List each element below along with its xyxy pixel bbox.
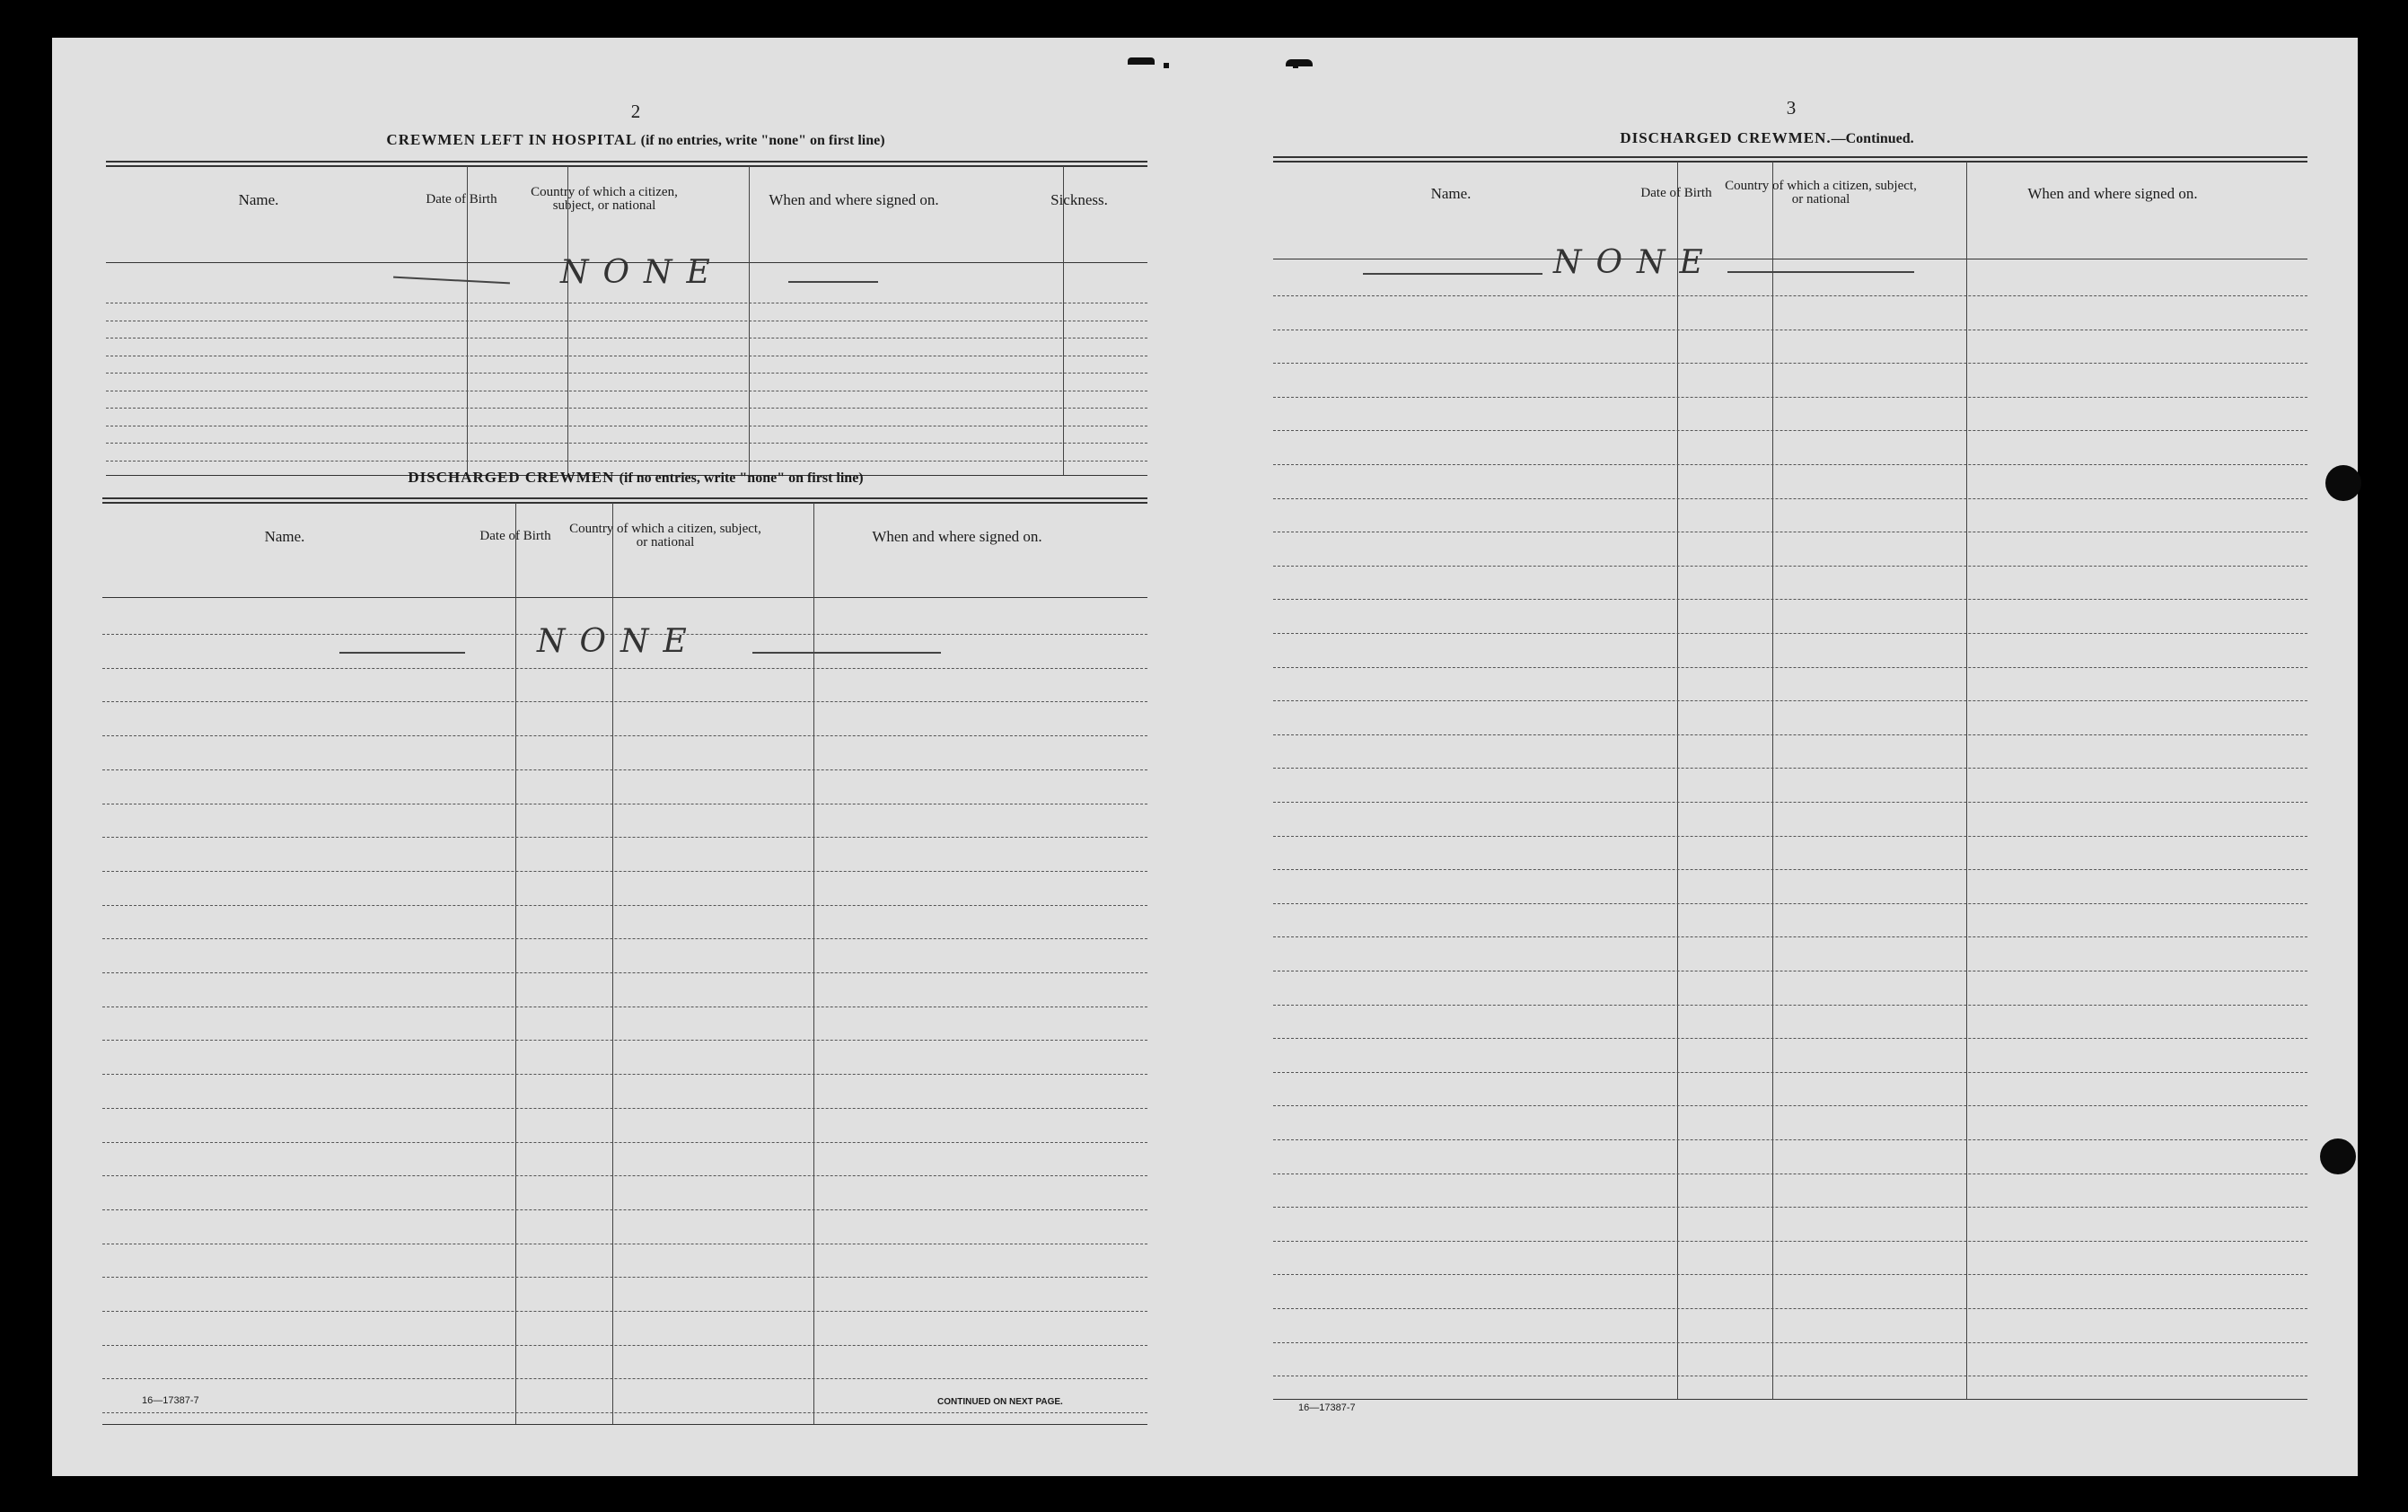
ruled-line <box>1273 430 2307 431</box>
ruled-line <box>1273 836 2307 837</box>
col-header-country: Country of which a citizen, subject, or national <box>531 185 678 213</box>
ruled-line <box>1273 1342 2307 1343</box>
ruled-line <box>1273 295 2307 296</box>
handwritten-none: NONE <box>1553 244 1718 281</box>
form-number: 16—17387-7 <box>142 1395 199 1406</box>
ruled-line <box>1273 1139 2307 1140</box>
col-header-name: Name. <box>1430 184 1472 202</box>
ruled-line <box>1273 1308 2307 1309</box>
punch-hole <box>2325 465 2361 501</box>
ruled-line <box>102 1108 1147 1109</box>
ruled-line <box>102 837 1147 838</box>
page-number: 3 <box>1786 97 1797 119</box>
ruled-line <box>102 1175 1147 1176</box>
pen-stroke <box>752 652 941 654</box>
discharged-instruction: (if no entries, write "none" on first line) <box>619 470 864 486</box>
right-title-suffix: —Continued. <box>1831 131 1914 146</box>
ruled-line <box>1273 734 2307 735</box>
ruled-line <box>102 1142 1147 1143</box>
col-header-sickness: Sickness. <box>1050 190 1108 208</box>
ruled-line <box>102 1277 1147 1278</box>
ruled-line <box>106 461 1147 462</box>
ruled-line <box>1273 1005 2307 1006</box>
ruled-line <box>102 1412 1147 1413</box>
ruled-line <box>102 938 1147 939</box>
pen-stroke <box>788 281 878 283</box>
column-divider <box>515 503 516 1424</box>
ruled-line <box>1273 1038 2307 1039</box>
discharged-title-text: DISCHARGED CREWMEN <box>408 469 615 486</box>
handwritten-none: NONE <box>537 623 701 660</box>
ruled-line <box>102 1040 1147 1041</box>
header-rule <box>102 597 1147 598</box>
ruled-line <box>1273 1105 2307 1106</box>
table-bottom-rule <box>1273 1399 2307 1400</box>
col-header-dob: Date of Birth <box>479 528 551 543</box>
ruled-line <box>106 443 1147 444</box>
hospital-section-title <box>312 131 959 149</box>
col-header-country: Country of which a citizen, subject, or national <box>569 522 761 549</box>
table-bottom-rule <box>102 1424 1147 1425</box>
ruled-line <box>106 373 1147 374</box>
ruled-line <box>1273 700 2307 701</box>
col-header-name: Name. <box>264 527 305 545</box>
ruled-line <box>1273 802 2307 803</box>
ruled-line <box>102 1378 1147 1379</box>
col-header-signed: When and where signed on. <box>2027 184 2198 202</box>
ruled-line <box>1273 464 2307 465</box>
discharged-section-title <box>312 469 959 487</box>
ruled-line <box>1273 633 2307 634</box>
ruled-line <box>1273 1241 2307 1242</box>
ruled-line <box>1273 1274 2307 1275</box>
right-section-title <box>1444 129 2090 147</box>
column-divider <box>1772 162 1773 1399</box>
ruled-line <box>102 905 1147 906</box>
right-title-text: DISCHARGED CREWMEN. <box>1620 129 1832 146</box>
ruled-line <box>1273 667 2307 668</box>
col-header-signed: When and where signed on. <box>769 190 939 208</box>
ruled-line <box>1273 869 2307 870</box>
pen-stroke <box>1727 271 1914 273</box>
ruled-line <box>102 972 1147 973</box>
ruled-line <box>1273 599 2307 600</box>
table-top-rule <box>102 497 1147 504</box>
ruled-line <box>102 1311 1147 1312</box>
hospital-table <box>106 161 1201 480</box>
ruled-line <box>1273 903 2307 904</box>
col-header-country: Country of which a citizen, subject, or national <box>1725 179 1917 207</box>
ruled-line <box>102 769 1147 770</box>
handwritten-none: NONE <box>560 254 725 291</box>
ruled-line <box>1273 397 2307 398</box>
ruled-line <box>1273 1207 2307 1208</box>
right-page <box>1219 38 2358 1476</box>
ruled-line <box>102 735 1147 736</box>
ruled-line <box>102 701 1147 702</box>
col-header-signed: When and where signed on. <box>872 527 1042 545</box>
ruled-line <box>102 668 1147 669</box>
column-divider <box>813 503 814 1424</box>
column-divider <box>1677 162 1678 1399</box>
hospital-title-text: CREWMEN LEFT IN HOSPITAL <box>386 131 637 148</box>
ruled-line <box>1273 363 2307 364</box>
scanned-document-spread <box>52 38 2358 1476</box>
column-divider <box>1966 162 1967 1399</box>
page-number: 2 <box>630 101 641 122</box>
col-header-name: Name. <box>238 190 279 208</box>
pen-stroke <box>339 652 465 654</box>
discharged-continued-table <box>1273 156 2315 1413</box>
punch-hole <box>2320 1138 2356 1174</box>
ruled-line <box>102 871 1147 872</box>
ruled-line <box>1273 768 2307 769</box>
pen-stroke <box>1363 273 1542 275</box>
ruled-line <box>1273 566 2307 567</box>
ruled-line <box>102 1074 1147 1075</box>
form-number: 16—17387-7 <box>1298 1402 1356 1413</box>
continued-note: CONTINUED ON NEXT PAGE. <box>937 1397 1063 1407</box>
col-header-dob: Date of Birth <box>1640 185 1712 200</box>
table-top-rule <box>1273 156 2307 163</box>
table-top-rule <box>106 161 1147 167</box>
ruled-line <box>102 1209 1147 1210</box>
ruled-line <box>102 1345 1147 1346</box>
ruled-line <box>1273 936 2307 937</box>
ruled-line <box>1273 1072 2307 1073</box>
col-header-dob: Date of Birth <box>426 191 497 207</box>
left-page <box>52 38 1183 1476</box>
ruled-line <box>106 408 1147 409</box>
hospital-instruction: (if no entries, write "none" on first line) <box>640 133 885 148</box>
ruled-line <box>1273 498 2307 499</box>
